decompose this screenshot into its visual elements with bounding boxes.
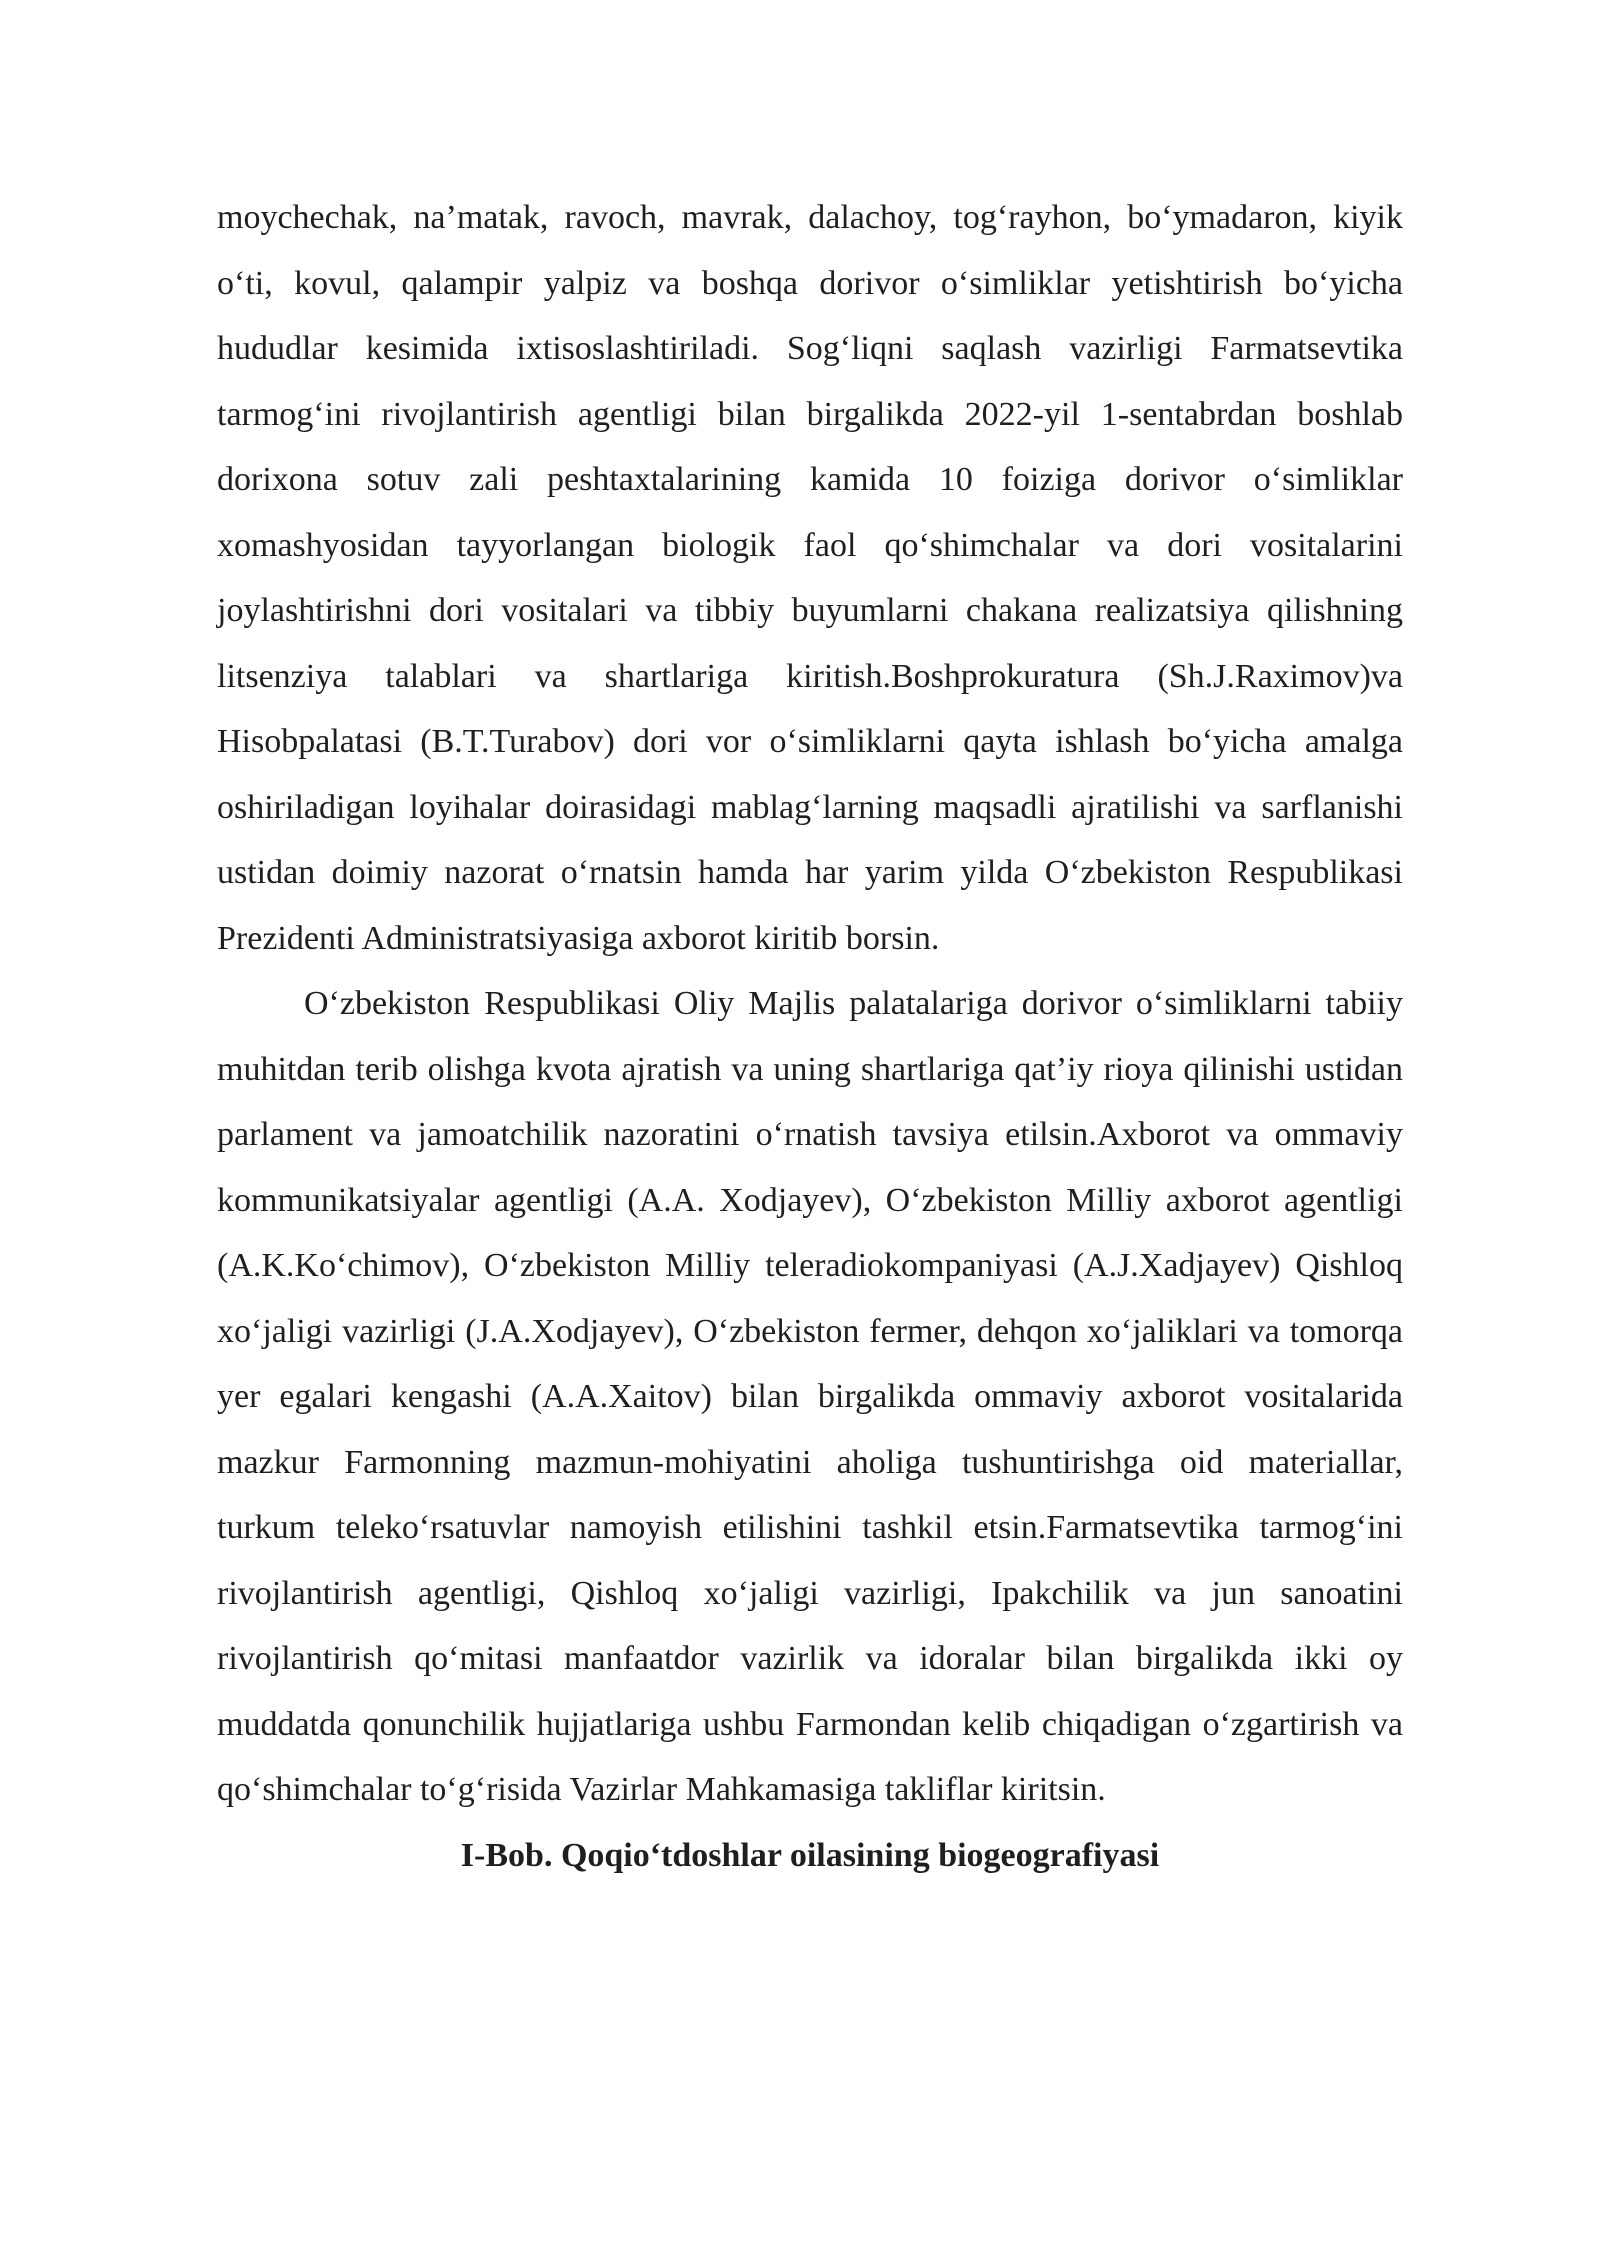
body-paragraph-2: O‘zbekiston Respublikasi Oliy Majlis palatalariga dorivor o‘simliklarni tabiiy muhitdan terib olishga kvota ajratish va uning shartlariga qat’iy rioya qilinishi ustidan parlament va jamoatchilik nazoratini o‘rnatish tavsiya etilsin.Axborot va ommaviy kommunikatsiyalar agentligi (A.A. Xodjayev), O‘zbekiston Milliy axborot agentligi (A.K.Ko‘chimov), O‘zbekiston Milliy teleradiokompaniyasi (A.J.Xadjayev) Qishloq xo‘jaligi vazirligi (J.A.Xodjayev), O‘zbekiston fermer, dehqon xo‘jaliklari va tomorqa yer egalari kengashi (A.A.Xaitov) bilan birgalikda ommaviy axborot vositalarida mazkur Farmonning mazmun-mohiyatini aholiga tushuntirishga oid materiallar, turkum teleko‘rsatuvlar namoyish etilishini tashkil etsin.Farmatsevtika tarmog‘ini rivojlantirish agentligi, Qishloq xo‘jaligi vazirligi, Ipakchilik va jun sanoatini rivojlantirish qo‘mitasi manfaatdor vazirlik va idoralar bilan birgalikda ikki oy muddatda qonunchilik hujjatlariga ushbu Farmondan kelib chiqadigan o‘zgartirish va qo‘shimchalar to‘g‘risida Vazirlar Mahkamasiga takliflar kiritsin. bbox=[217, 985, 1403, 1808]
document-body bbox=[217, 185, 1403, 1888]
chapter-heading: I-Bob. Qoqio‘tdoshlar oilasining biogeografiyasi bbox=[460, 1836, 1160, 1874]
body-paragraph-1: moychechak, na’matak, ravoch, mavrak, dalachoy, tog‘rayhon, bo‘ymadaron, kiyik o‘ti, kovul, qalampir yalpiz va boshqa dorivor o‘simliklar yetishtirish bo‘yicha hududlar kesimida ixtisoslashtiriladi. Sog‘liqni saqlash vazirligi Farmatsevtika tarmog‘ini rivojlantirish agentligi bilan birgalikda 2022-yil 1-sentabrdan boshlab dorixona sotuv zali peshtaxtalarining kamida 10 foiziga dorivor o‘simliklar xomashyosidan tayyorlangan biologik faol qo‘shimchalar va dori vositalarini joylashtirishni dori vositalari va tibbiy buyumlarni chakana realizatsiya qilishning litsenziya talablari va shartlariga kiritish.Boshprokuratura (Sh.J.Raximov)va Hisobpalatasi (B.T.Turabov) dori vor o‘simliklarni qayta ishlash bo‘yicha amalga oshiriladigan loyihalar doirasidagi mablag‘larning maqsadli ajratilishi va sarflanishi ustidan doimiy nazorat o‘rnatsin hamda har yarim yilda O‘zbekiston Respublikasi Prezidenti Administratsiyasiga axborot kiritib borsin. bbox=[217, 199, 1403, 957]
